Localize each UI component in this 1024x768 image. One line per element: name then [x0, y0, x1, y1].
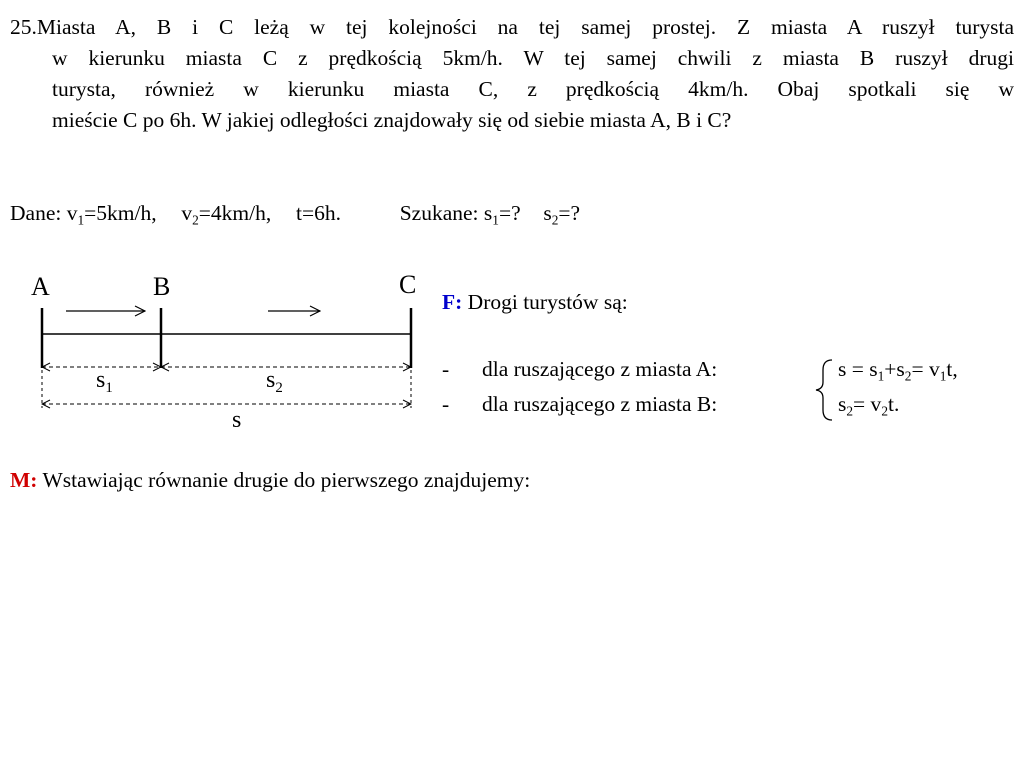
segment-s1-symbol: s — [96, 367, 106, 393]
s1-sought: =? — [498, 201, 521, 225]
case-a-formula-part-1: s = s — [838, 357, 878, 381]
model-line — [10, 465, 530, 495]
formulation-label: F: — [442, 290, 463, 314]
case-a-formula-sub-3: 1 — [939, 368, 947, 384]
case-b-formula-sub-2: 2 — [881, 403, 888, 419]
segment-s2-symbol: s — [266, 367, 276, 393]
case-b-formula-part-1: s — [838, 392, 847, 416]
case-b-formula — [838, 389, 899, 419]
v1-value: =5km/h, — [84, 201, 157, 225]
s2-subscript: 2 — [551, 212, 559, 228]
case-a-formula-part-2: +s — [884, 357, 905, 381]
szukane-label: Szukane: — [399, 201, 479, 225]
model-text: Wstawiając równanie drugie do pierwszego znajdujemy: — [42, 468, 531, 492]
segment-s1-label — [96, 367, 113, 397]
case-b-text: dla ruszającego z miasta B: — [482, 392, 718, 416]
system-brace — [812, 358, 836, 422]
segment-s2-label — [266, 367, 283, 397]
s1-symbol: s — [483, 201, 493, 225]
case-a-formula-sub-1: 1 — [877, 368, 885, 384]
model-label: M: — [10, 468, 38, 492]
v2-value: =4km/h, — [198, 201, 272, 225]
formulation-heading — [442, 286, 628, 318]
s2-sought: =? — [558, 201, 581, 225]
case-b-formula-part-3: t. — [887, 392, 900, 416]
s1-subscript: 1 — [492, 212, 499, 228]
case-b-formula-sub-1: 2 — [846, 403, 854, 419]
segment-s2-subscript: 2 — [275, 380, 283, 397]
formulation-text: Drogi turystów są: — [467, 290, 628, 314]
case-a-dash: - — [442, 357, 450, 381]
dane-label: Dane: — [10, 201, 62, 225]
problem-line-2: w kierunku miasta C z prędkością 5km/h. W tej samej chwili z miasta B ruszył drugi — [52, 46, 1014, 70]
problem-line-3: turysta, również w kierunku miasta C, z prędkością 4km/h. Obaj spotkali się w — [52, 77, 1014, 101]
v1-symbol: v — [66, 201, 78, 225]
problem-line-1: 25.Miasta A, B i C leżą w tej kolejności na tej samej prostej. Z miasta A ruszył turysta — [10, 15, 1014, 39]
distance-diagram — [0, 0, 440, 440]
case-a-formula — [838, 354, 958, 384]
point-c-label: C — [399, 270, 417, 299]
case-a-formula-part-4: t, — [946, 357, 958, 381]
segment-s-label: s — [232, 407, 242, 433]
point-b-label: B — [153, 272, 171, 301]
segment-s1-subscript: 1 — [105, 380, 113, 397]
case-b-dash: - — [442, 392, 450, 416]
case-b-formula-part-2: = v — [853, 392, 882, 416]
problem-line-4: mieście C po 6h. W jakiej odległości znajdowały się od siebie miasta A, B i C? — [52, 108, 732, 132]
s2-symbol: s — [543, 201, 552, 225]
v1-subscript: 1 — [77, 212, 85, 228]
v2-symbol: v — [181, 201, 193, 225]
case-a-text: dla ruszającego z miasta A: — [482, 357, 718, 381]
point-a-label: A — [31, 272, 50, 301]
case-a-formula-sub-2: 2 — [904, 368, 912, 384]
v2-subscript: 2 — [192, 212, 199, 228]
case-a-formula-part-3: = v — [911, 357, 940, 381]
time-value: t=6h. — [295, 201, 341, 225]
